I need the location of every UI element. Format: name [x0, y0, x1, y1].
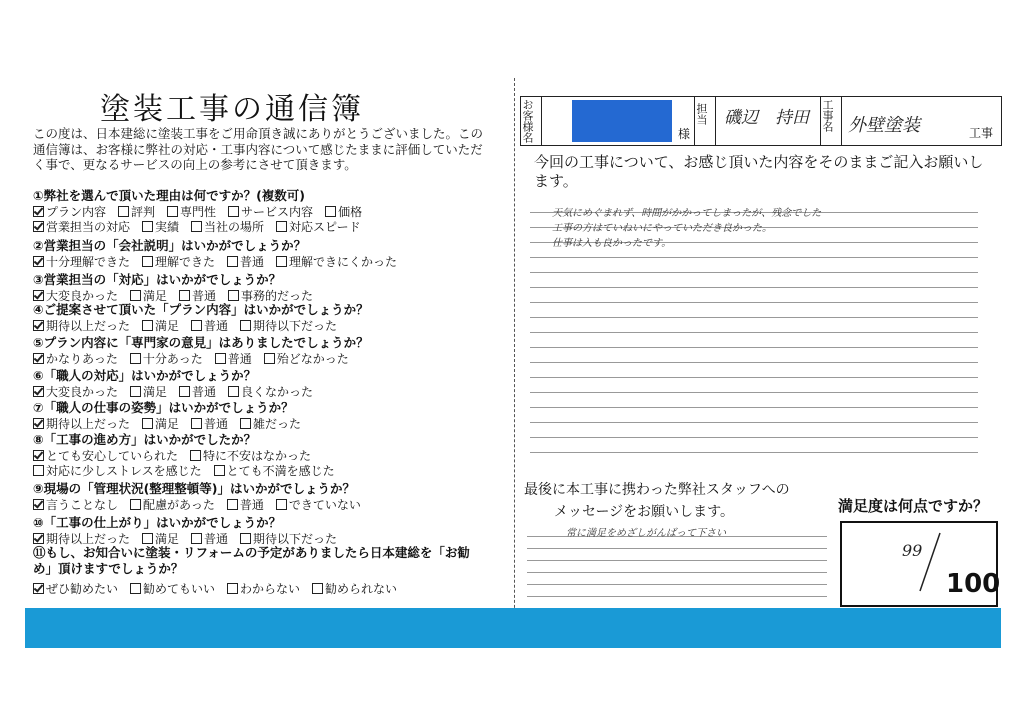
option-item[interactable] — [142, 255, 215, 269]
checkbox-icon[interactable] — [228, 206, 239, 217]
option-label: 普通 — [204, 417, 229, 431]
option-label: 普通 — [204, 319, 229, 333]
question-1-options — [33, 218, 373, 235]
staff-label-cell — [695, 97, 716, 145]
checkbox-icon[interactable] — [191, 533, 202, 544]
option-item[interactable] — [33, 582, 118, 596]
option-item[interactable] — [214, 464, 335, 478]
checkbox-icon[interactable] — [142, 256, 153, 267]
question-3: ③営業担当の「対応」はいかがでしょうか？ — [33, 272, 282, 287]
message-rule-line — [527, 572, 827, 573]
comment-prompt: 今回の工事について、お感じ頂いた内容をそのままご記入お願いします。 — [534, 153, 984, 190]
checkbox-icon[interactable] — [325, 206, 336, 217]
checked-checkbox-icon[interactable] — [33, 206, 44, 217]
customer-name-cell — [542, 97, 695, 145]
option-label: 対応スピード — [289, 220, 361, 234]
staff-names: 磯辺 持田 — [724, 108, 809, 128]
checkbox-icon[interactable] — [118, 206, 129, 217]
option-item[interactable] — [33, 417, 130, 431]
option-item[interactable] — [190, 449, 311, 463]
checkbox-icon[interactable] — [130, 353, 141, 364]
question-9-options — [33, 496, 373, 513]
checkbox-icon[interactable] — [215, 353, 226, 364]
option-label: 満足 — [143, 385, 168, 399]
work-label-cell — [821, 97, 842, 145]
option-item[interactable] — [33, 532, 130, 546]
option-label: かなりあった — [46, 352, 118, 366]
comment-rule-line — [530, 257, 978, 258]
option-item[interactable] — [227, 582, 300, 596]
option-label: 対応に少しストレスを感じた — [46, 464, 202, 478]
question-11: ⑪もし、お知合いに塗装・リフォームの予定がありましたら日本建総を「お勧め」頂けますでしょうか？ — [33, 545, 470, 576]
checked-checkbox-icon[interactable] — [33, 386, 44, 397]
option-label: 価格 — [338, 205, 363, 219]
checked-checkbox-icon[interactable] — [33, 418, 44, 429]
option-item[interactable] — [228, 385, 313, 399]
checkbox-icon[interactable] — [276, 499, 287, 510]
score-box — [840, 521, 1001, 607]
option-label: 事務的だった — [241, 289, 314, 303]
checked-checkbox-icon[interactable] — [33, 320, 44, 331]
option-item[interactable] — [142, 319, 179, 333]
checkbox-icon[interactable] — [191, 221, 202, 232]
message-rule-line — [527, 584, 827, 585]
comment-rule-line — [530, 302, 978, 303]
option-item[interactable] — [191, 532, 228, 546]
checkbox-icon[interactable] — [240, 418, 251, 429]
question-4-options — [33, 317, 349, 334]
checkbox-icon[interactable] — [240, 320, 251, 331]
checkbox-icon[interactable] — [264, 353, 275, 364]
option-label: 期待以下だった — [253, 319, 338, 333]
work-name: 外壁塗装 — [848, 115, 920, 136]
checked-checkbox-icon[interactable] — [33, 583, 44, 594]
question-11-options — [33, 580, 409, 597]
option-item[interactable] — [33, 449, 178, 463]
option-item[interactable] — [191, 319, 228, 333]
option-item[interactable] — [325, 205, 362, 219]
option-label: 評判 — [131, 205, 156, 219]
option-label: 良くなかった — [241, 385, 314, 399]
option-item[interactable] — [228, 205, 313, 219]
checkbox-icon[interactable] — [179, 386, 190, 397]
option-label: 特に不安はなかった — [203, 449, 312, 463]
option-label: 普通 — [239, 498, 264, 512]
option-label: 当社の場所 — [204, 220, 265, 234]
option-label: とても安心していられた — [46, 449, 179, 463]
satisfaction-title: 満足度は何点ですか？ — [838, 497, 989, 515]
option-item[interactable] — [142, 220, 179, 234]
option-label: 営業担当の対応 — [46, 220, 131, 234]
option-label: 理解できた — [155, 255, 216, 269]
question-2: ②営業担当の「会社説明」はいかがでしょうか？ — [33, 238, 307, 253]
score-value: 99 — [902, 541, 923, 560]
option-label: 満足 — [155, 319, 180, 333]
option-item[interactable] — [276, 220, 361, 234]
question-8-options — [33, 462, 347, 479]
header-box — [520, 96, 1002, 146]
option-label: できていない — [288, 498, 361, 512]
intro-text: この度は、日本建総に塗装工事をご用命頂き誠にありがとうございました。この通信簿は、お客様に弊社の対応・工事内容について感じたままに評価していただく事で、更なるサービスの向上の参考にさせて頂きます。 — [33, 126, 484, 172]
customer-suffix: 様 — [677, 127, 690, 141]
work-name-cell — [842, 97, 1001, 145]
option-label: 大変良かった — [46, 289, 119, 303]
closing-line-1: 最後に本工事に携わった弊社スタッフへの — [524, 482, 790, 498]
option-item[interactable] — [142, 417, 179, 431]
option-item[interactable] — [215, 352, 252, 366]
option-item[interactable] — [312, 582, 397, 596]
message-rule-line — [527, 560, 827, 561]
option-label: 普通 — [192, 289, 217, 303]
option-item[interactable] — [276, 498, 361, 512]
option-item[interactable] — [240, 319, 337, 333]
option-label: 専門性 — [180, 205, 217, 219]
staff-label: 担当 — [695, 103, 708, 125]
comment-rule-line — [530, 422, 978, 423]
question-9: ⑨現場の「管理状況(整理整頓等)」はいかがでしょうか？ — [33, 481, 356, 496]
checkbox-icon[interactable] — [167, 206, 178, 217]
option-item[interactable] — [264, 352, 349, 366]
option-label: 殆どなかった — [276, 352, 349, 366]
option-label: 期待以下だった — [253, 532, 338, 546]
comment-rule-line — [530, 362, 978, 363]
question-10: ⑩「工事の仕上がり」はいかがでしょうか？ — [33, 515, 282, 530]
option-item[interactable] — [33, 498, 118, 512]
checkbox-icon[interactable] — [190, 450, 201, 461]
option-label: 配慮があった — [143, 498, 215, 512]
option-label: 勧めてもいい — [143, 582, 216, 596]
checkbox-icon[interactable] — [227, 499, 238, 510]
option-item[interactable] — [33, 464, 202, 478]
form-title: 塗装工事の通信簿 — [100, 92, 364, 127]
closing-line-2: メッセージをお願いします。 — [554, 504, 735, 520]
checkbox-icon[interactable] — [142, 221, 153, 232]
option-item[interactable] — [33, 385, 118, 399]
question-2-options — [33, 253, 409, 270]
score-max: 100 — [946, 569, 1001, 599]
checkbox-icon[interactable] — [191, 320, 202, 331]
checkbox-icon[interactable] — [142, 533, 153, 544]
comment-rule-line — [530, 332, 978, 333]
comment-line-2: 工事の方はていねいにやっていただき良かった。 — [552, 223, 772, 234]
option-label: ぜひ勧めたい — [46, 582, 119, 596]
checked-checkbox-icon[interactable] — [33, 221, 44, 232]
comment-rule-line — [530, 392, 978, 393]
checkbox-icon[interactable] — [130, 386, 141, 397]
work-label: 工事名 — [821, 99, 834, 132]
comment-rule-line — [530, 272, 978, 273]
comment-rule-line — [530, 407, 978, 408]
option-item[interactable] — [191, 417, 228, 431]
option-label: 普通 — [192, 385, 217, 399]
option-item[interactable] — [130, 498, 215, 512]
comment-rule-line — [530, 377, 978, 378]
question-6: ⑥「職人の対応」はいかがでしょうか？ — [33, 368, 257, 383]
option-label: 期待以上だった — [46, 319, 131, 333]
checkbox-icon[interactable] — [142, 418, 153, 429]
checkbox-icon[interactable] — [227, 583, 238, 594]
checkbox-icon[interactable] — [312, 583, 323, 594]
option-item[interactable] — [130, 385, 167, 399]
staff-name-cell — [716, 97, 821, 145]
option-label: 十分あった — [142, 352, 203, 366]
option-label: プラン内容 — [46, 205, 107, 219]
checkbox-icon[interactable] — [191, 418, 202, 429]
checked-checkbox-icon[interactable] — [33, 256, 44, 267]
question-5: ⑤プラン内容に「専門家の意見」はありましたでしょうか？ — [33, 335, 369, 350]
question-5-options — [33, 350, 361, 367]
staff-message: 常に満足をめざしがんばって下さい — [566, 528, 726, 539]
option-item[interactable] — [118, 205, 155, 219]
option-label: サービス内容 — [241, 205, 314, 219]
checked-checkbox-icon[interactable] — [33, 499, 44, 510]
comment-rule-line — [530, 347, 978, 348]
option-item[interactable] — [276, 255, 397, 269]
option-label: 十分理解できた — [46, 255, 131, 269]
checkbox-icon[interactable] — [33, 465, 44, 476]
option-item[interactable] — [167, 205, 216, 219]
option-label: わからない — [240, 582, 301, 596]
checkbox-icon[interactable] — [228, 386, 239, 397]
option-item[interactable] — [227, 255, 264, 269]
option-item[interactable] — [33, 352, 118, 366]
option-item[interactable] — [130, 352, 203, 366]
page-divider — [514, 78, 516, 648]
option-label: 勧められない — [325, 582, 398, 596]
checkbox-icon[interactable] — [130, 499, 141, 510]
comment-line-3: 仕事は入も良かったです。 — [552, 238, 672, 249]
checkbox-icon[interactable] — [130, 583, 141, 594]
option-item[interactable] — [240, 532, 337, 546]
option-label: 雑だった — [253, 417, 302, 431]
option-item[interactable] — [240, 417, 301, 431]
comment-rule-line — [530, 437, 978, 438]
option-label: 普通 — [204, 532, 229, 546]
redacted-customer-name — [572, 100, 672, 142]
checkbox-icon[interactable] — [276, 256, 287, 267]
option-label: 言うことなし — [46, 498, 119, 512]
option-item[interactable] — [130, 582, 215, 596]
checkbox-icon[interactable] — [214, 465, 225, 476]
option-item[interactable] — [179, 385, 216, 399]
checkbox-icon[interactable] — [142, 320, 153, 331]
customer-label-cell — [521, 97, 542, 145]
work-suffix: 工事 — [968, 126, 993, 140]
option-item[interactable] — [227, 498, 264, 512]
option-item[interactable] — [33, 205, 106, 219]
option-item[interactable] — [33, 220, 130, 234]
customer-label: お客様名 — [521, 99, 534, 143]
message-rule-line — [527, 596, 827, 597]
option-label: 大変良かった — [46, 385, 119, 399]
option-label: 期待以上だった — [46, 532, 131, 546]
option-label: とても不満を感じた — [226, 464, 335, 478]
option-item[interactable] — [33, 255, 130, 269]
comment-line-1: 天気にめぐまれず、時間がかかってしまったが、残念でした — [552, 208, 822, 219]
message-rule-line — [527, 548, 827, 549]
checked-checkbox-icon[interactable] — [33, 450, 44, 461]
comment-rule-line — [530, 287, 978, 288]
option-label: 満足 — [155, 417, 180, 431]
question-1: ①弊社を選んで頂いた理由は何ですか？(複数可) — [33, 188, 306, 203]
checkbox-icon[interactable] — [227, 256, 238, 267]
checked-checkbox-icon[interactable] — [33, 533, 44, 544]
checked-checkbox-icon[interactable] — [33, 353, 44, 364]
closing-prompt — [524, 479, 824, 523]
option-label: 普通 — [227, 352, 252, 366]
option-item[interactable] — [142, 532, 179, 546]
checkbox-icon[interactable] — [240, 533, 251, 544]
question-8: ⑧「工事の進め方」はいかがでしたか？ — [33, 432, 257, 447]
checkbox-icon[interactable] — [276, 221, 287, 232]
option-label: 実績 — [155, 220, 180, 234]
comment-rule-line — [530, 452, 978, 453]
option-label: 満足 — [155, 532, 180, 546]
option-label: 期待以上だった — [46, 417, 131, 431]
option-item[interactable] — [191, 220, 264, 234]
option-item[interactable] — [33, 319, 130, 333]
option-label: 満足 — [143, 289, 168, 303]
comment-rule-line — [530, 317, 978, 318]
question-7: ⑦「職人の仕事の姿勢」はいかがでしょうか？ — [33, 400, 294, 415]
option-label: 普通 — [240, 255, 265, 269]
option-label: 理解できにくかった — [289, 255, 398, 269]
bottom-color-band — [25, 608, 1001, 648]
question-4: ④ご提案させて頂いた「プラン内容」はいかがでしょうか？ — [33, 302, 369, 317]
